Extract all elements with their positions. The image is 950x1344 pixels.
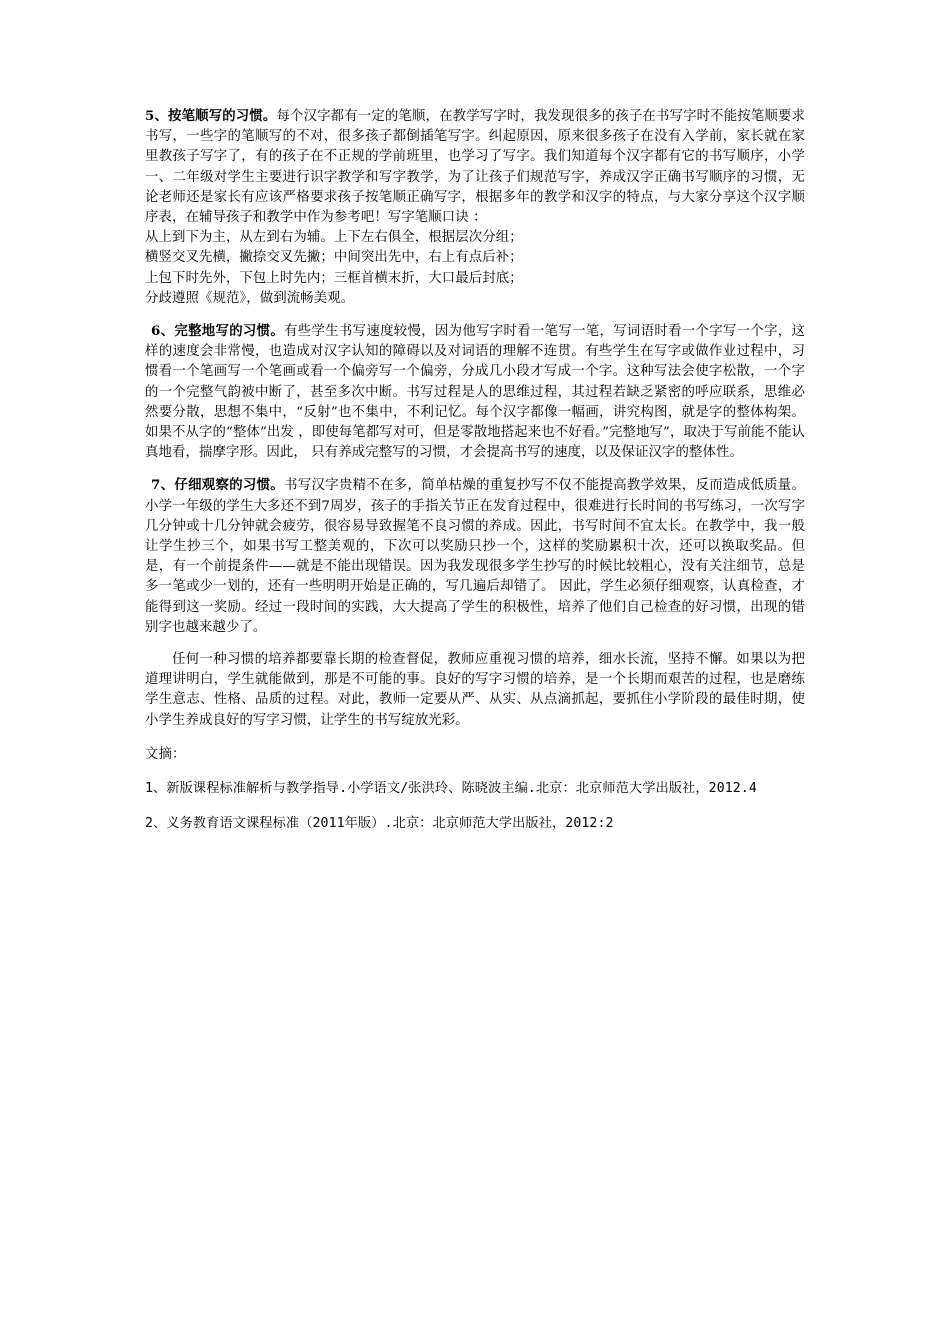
rhyme-line-3: 上包下时先外，下包上时先内；三框首横末折，大口最后封底；: [145, 270, 523, 286]
section-6-paragraph: [145, 321, 805, 463]
section-5-body: 每个汉字都有一定的笔顺，在教学写字时，我发现很多的孩子在书写字时不能按笔顺要求书写，一些字的笔顺写的不对，很多孩子都倒插笔写字。纠起原因，原来很多孩子在没有入学前，家长就在家里教孩子写字了，有的孩子在不正规的学前班里，也学习了写字。我们知道每个汉字都有它的书写顺序，小学一、二年级对学生主要进行识字教学和写字教学，为了让孩子们规范写字，养成汉字正确书写顺序的习惯，无论老师还是家长有应该严格要求孩子按笔顺正确写字，根据多年的教学和汉字的特点，与大家分享这个汉字顺序表，在辅导孩子和教学中作为参考吧！写字笔顺口诀 ：: [145, 109, 805, 226]
reference-item-2: 2、义务教育语文课程标准（2011年版）.北京：北京师范大学出版社，2012:2: [145, 815, 614, 831]
conclusion-paragraph: 任何一种习惯的培养都要靠长期的检查督促，教师应重视习惯的培养，细水长流，坚持不懈。如果以为把道理讲明白，学生就能做到，那是不可能的事。良好的写字习惯的培养，是一个长期而艰苦的过程，也是磨练学生意志、性格、品质的过程。对此，教师一定要从严、从实、从点滴抓起，要抓住小学阶段的最佳时期，使小学生养成良好的写字习惯，让学生的书写绽放光彩。: [145, 652, 805, 728]
section-7-paragraph: [145, 475, 805, 638]
section-6-body: 有些学生书写速度较慢，因为他写字时看一笔写一笔，写词语时看一个字写一个字，这样的速度会非常慢，也造成对汉字认知的障碍以及对词语的理解不连贯。有些学生在写字或做作业过程中，习惯看一个笔画写一个笔画或看一个偏旁写一个偏旁，分成几小段才写成一个字。这种写法会使字松散，一个字的一个完整气韵被中断了，甚至多次中断。书写过程是人的思维过程，其过程若缺乏紧密的呼应联系，思维必然要分散，思想不集中，“反射”也不集中，不利记忆。每个汉字都像一幅画，讲究构图，就是字的整体构架。如果不从字的“整体”出发 ，即使每笔都写对可，但是零散地搭起来也不好看。”完整地写”，取决于写前能不能认真地看，揣摩字形。因此， 只有养成完整写的习惯，才会提高书写的速度，以及保证汉字的整体性。: [145, 324, 805, 461]
reference-item-1: 1、新版课程标准解析与教学指导.小学语文/张洪玲、陈晓波主编.北京：北京师范大学出版社，2012.4: [145, 781, 757, 797]
section-6-heading: 6、完整地写的习惯。: [151, 323, 285, 340]
section-7-heading: 7、仔细观察的习惯。: [151, 477, 285, 494]
section-5-heading: 5、按笔顺写的习惯。: [145, 108, 277, 124]
rhyme-line-2: 横竖交叉先横，撇捺交叉先撇；中间突出先中，右上有点后补；: [145, 250, 523, 266]
rhyme-line-1: 从上到下为主，从左到右为辅。上下左右俱全，根据层次分组；: [145, 230, 523, 246]
section-5-paragraph: [145, 106, 805, 228]
rhyme-line-4: 分歧遵照《规范》，做到流畅美观。: [145, 290, 355, 306]
references-title: 文摘：: [145, 746, 186, 762]
document-page: [145, 106, 805, 834]
section-7-body: 书写汉字贵精不在多，简单枯燥的重复抄写不仅不能提高教学效果，反而造成低质量。小学一年级的学生大多还不到7周岁，孩子的手指关节正在发育过程中，很难进行长时间的书写练习，一次写字几分钟或十几分钟就会疲劳，很容易导致握笔不良习惯的养成。因此，书写时间不宜太长。在教学中，我一般让学生抄三个，如果书写工整美观的，下次可以奖励只抄一个，这样的奖励累积十次，还可以换取奖品。但是，有一个前提条件——就是不能出现错误。因为我发现很多学生抄写的时候比较粗心，没有关注细节，总是多一笔或少一划的，还有一些明明开始是正确的，写几遍后却错了。 因此，学生必须仔细观察，认真检查，才能得到这一奖励。经过一段时间的实践，大大提高了学生的积极性，培养了他们自己检查的好习惯，出现的错别字也越来越少了。: [145, 478, 805, 635]
